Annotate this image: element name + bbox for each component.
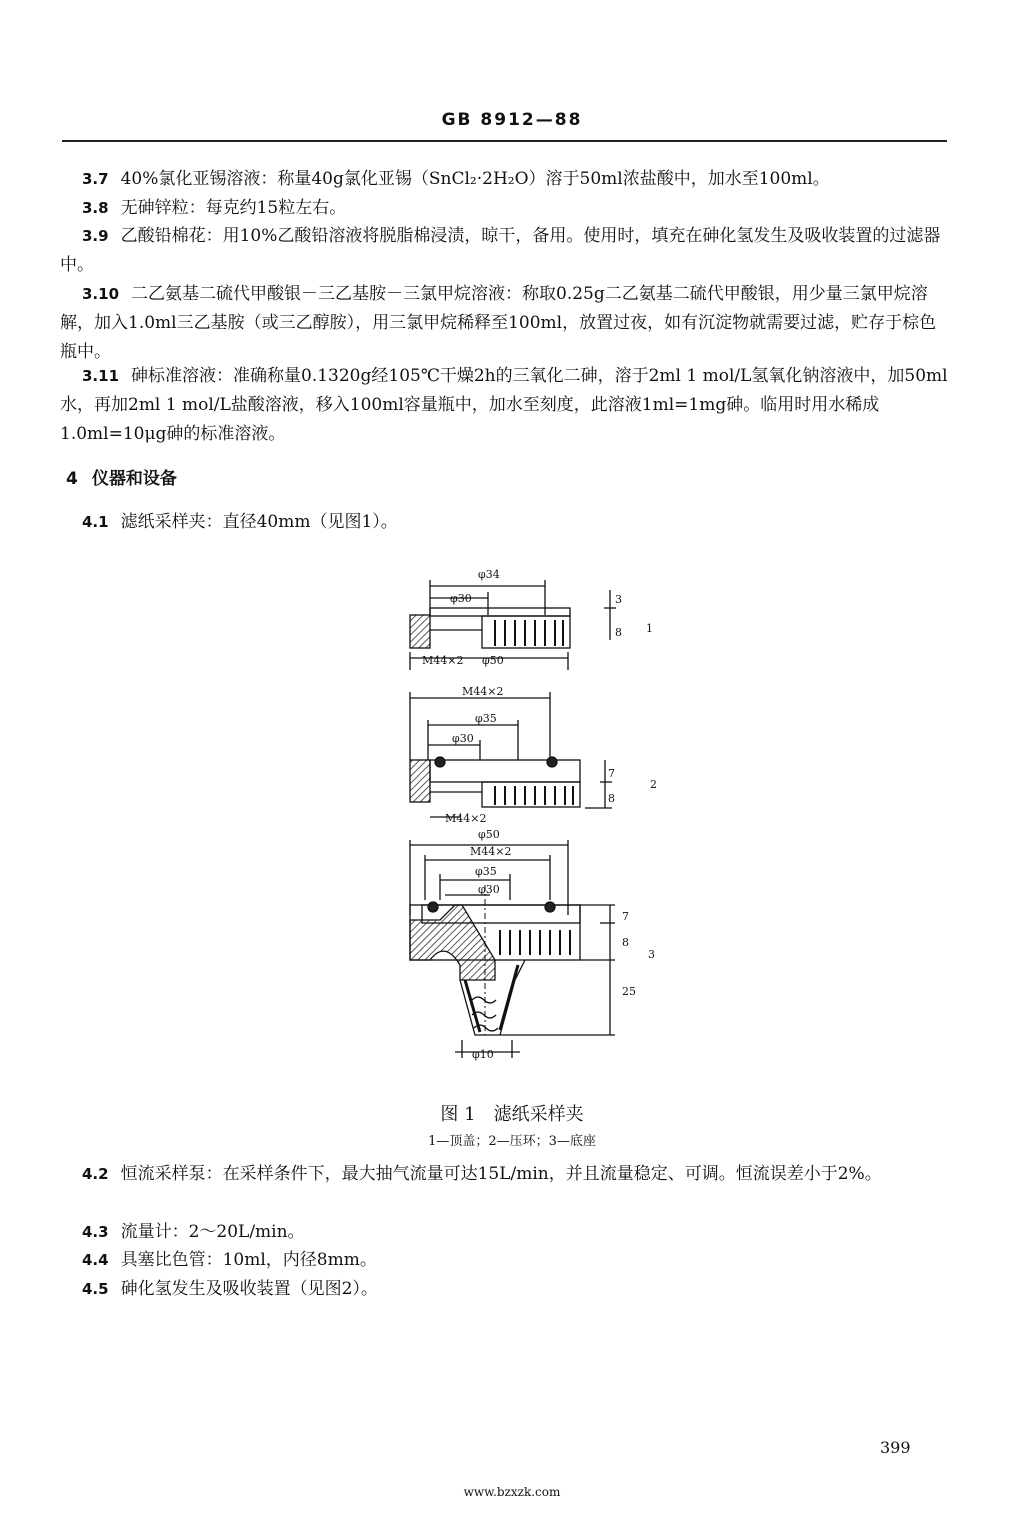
- clause-text: 恒流采样泵：在采样条件下，最大抽气流量可达15L/min，并且流量稳定、可调。恒流误差小于2%。: [120, 1164, 882, 1184]
- paragraph-4-5: [60, 1275, 950, 1304]
- dim-m44-top: M44×2: [422, 654, 464, 667]
- clause-number: 3.7: [82, 170, 109, 188]
- clause-number: 4.3: [82, 1223, 109, 1241]
- footer-url: www.bzxzk.com: [463, 1485, 561, 1499]
- clause-text: 砷标准溶液：准确称量0.1320g经105℃干燥2h的三氧化二砷，溶于2ml 1 mol/L氢氧化钠溶液中，加50ml水，再加2ml 1 mol/L盐酸溶液，移入100ml容量瓶中，加水至刻度，此溶液1ml=1mg砷。临用时用水稀成1.0ml=10μg砷的标准溶液。: [60, 366, 948, 444]
- clause-text: 滤纸采样夹：直径40mm（见图1）。: [120, 512, 398, 532]
- paragraph-3-9: [60, 222, 950, 280]
- dim-d34: φ34: [478, 568, 500, 581]
- paragraph-4-3: [60, 1218, 950, 1247]
- document-header: GB 8912—88: [441, 110, 583, 130]
- section-title: 仪器和设备: [91, 469, 177, 489]
- paragraph-3-8: [60, 194, 950, 223]
- clause-text: 乙酸铅棉花：用10%乙酸铅溶液将脱脂棉浸渍，晾干，备用。使用时，填充在砷化氢发生及吸收装置的过滤器中。: [60, 226, 941, 275]
- paragraph-4-2: [60, 1160, 950, 1189]
- dim-d50-bottom: φ50: [478, 828, 500, 841]
- clause-number: 3.10: [82, 285, 120, 303]
- dim-d30-mid: φ30: [452, 732, 474, 745]
- paragraph-3-11: [60, 362, 950, 449]
- section-4-heading: [60, 465, 950, 494]
- dim-d35-mid: φ35: [475, 712, 497, 725]
- clause-number: 4.4: [82, 1251, 109, 1269]
- dim-25: 25: [622, 985, 636, 998]
- paragraph-3-10: [60, 280, 950, 367]
- page-number: 399: [880, 1438, 911, 1457]
- paragraph-3-7: [60, 165, 950, 194]
- clause-text: 40%氯化亚锡溶液：称量40g氯化亚锡（SnCl₂·2H₂O）溶于50ml浓盐酸中，加水至100ml。: [120, 169, 830, 189]
- clause-number: 4.1: [82, 513, 109, 531]
- dim-8-top: 8: [615, 626, 622, 639]
- part-3-label: 3: [648, 948, 655, 961]
- clause-number: 4.2: [82, 1165, 109, 1183]
- dim-d30-bottom: φ30: [478, 883, 500, 896]
- dim-7-mid: 7: [608, 767, 615, 780]
- clause-text: 砷化氢发生及吸收装置（见图2）。: [120, 1279, 378, 1299]
- header-rule: [62, 140, 947, 142]
- paragraph-4-4: [60, 1246, 950, 1275]
- paragraph-4-1: [60, 508, 950, 537]
- figure-caption: 图 1 滤纸采样夹: [440, 1104, 584, 1125]
- dim-d35-bottom: φ35: [475, 865, 497, 878]
- part-2-label: 2: [650, 778, 657, 791]
- clause-text: 二乙氨基二硫代甲酸银－三乙基胺－三氯甲烷溶液：称取0.25g二乙氨基二硫代甲酸银，用少量三氯甲烷溶解，加入1.0ml三乙基胺（或三乙醇胺），用三氯甲烷稀释至100ml，放置过夜，如有沉淀物就需要过滤，贮存于棕色瓶中。: [60, 284, 937, 362]
- dim-m44-low: M44×2: [445, 812, 487, 825]
- figure-legend: 1—顶盖；2—压环；3—底座: [428, 1134, 596, 1149]
- part-1-label: 1: [646, 622, 653, 635]
- dim-m44-bottom: M44×2: [470, 845, 512, 858]
- dim-d30-top: φ30: [450, 592, 472, 605]
- figure-1-drawing: [400, 560, 680, 1065]
- clause-number: 3.8: [82, 199, 109, 217]
- dim-8-bottom: 8: [622, 936, 629, 949]
- dim-3: 3: [615, 593, 622, 606]
- clause-text: 无砷锌粒：每克约15粒左右。: [120, 198, 347, 218]
- dim-8-mid: 8: [608, 792, 615, 805]
- clause-number: 3.11: [82, 367, 120, 385]
- dim-d50-top: φ50: [482, 654, 504, 667]
- clause-number: 3.9: [82, 227, 109, 245]
- section-number: 4: [66, 469, 78, 489]
- dim-m44-mid: M44×2: [462, 685, 504, 698]
- dim-d10: φ10: [472, 1048, 494, 1061]
- clause-number: 4.5: [82, 1280, 109, 1298]
- dim-7-bottom: 7: [622, 910, 629, 923]
- clause-text: 流量计：2～20L/min。: [120, 1222, 305, 1242]
- clause-text: 具塞比色管：10ml，内径8mm。: [120, 1250, 377, 1270]
